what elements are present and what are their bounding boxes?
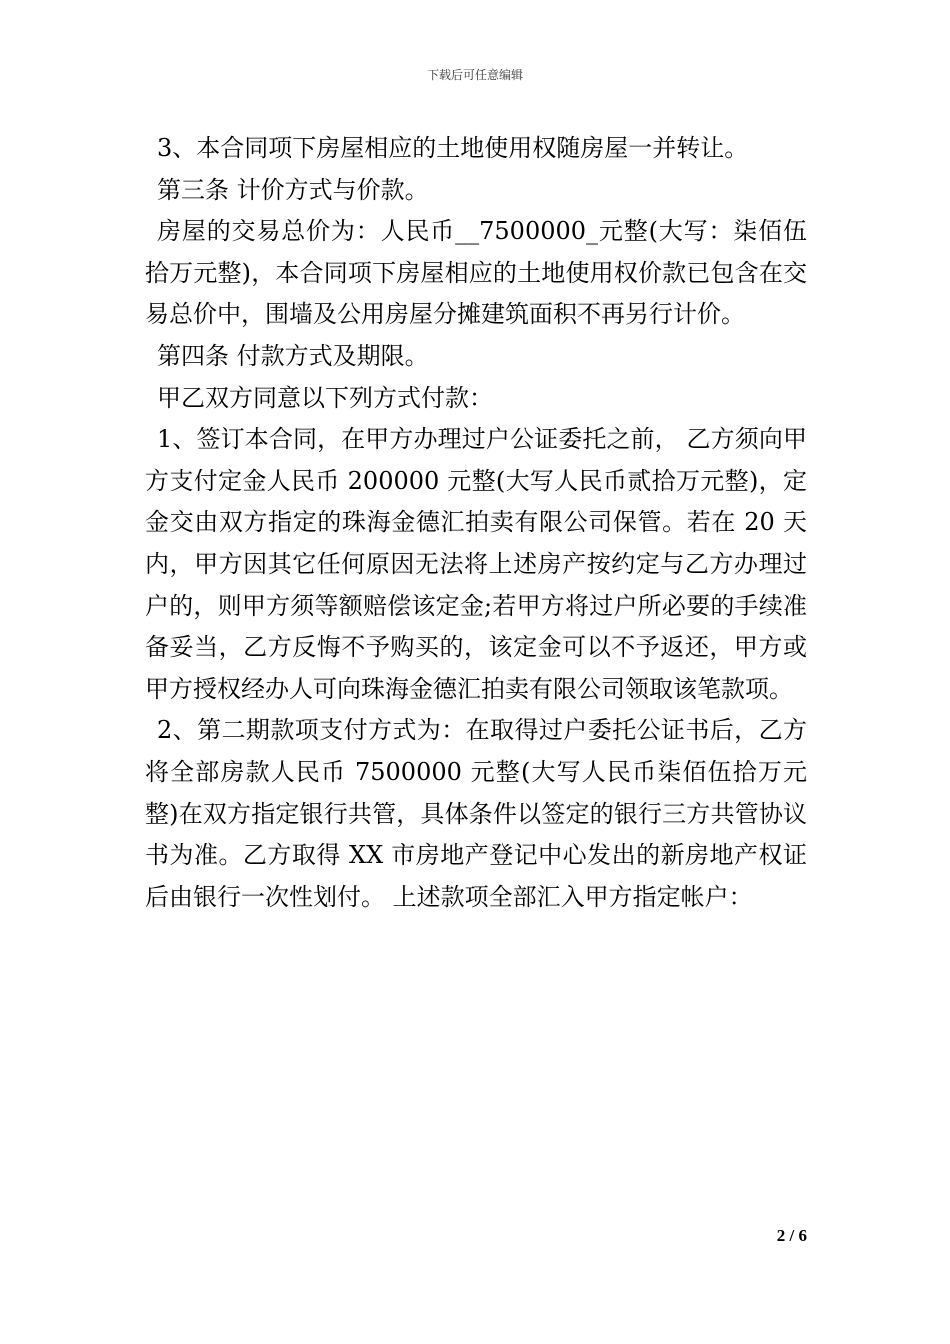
paragraph-deposit-terms: 1、签订本合同，在甲方办理过户公证委托之前， 乙方须向甲方支付定金人民币 200000 元整(大写人民币贰拾万元整)，定金交由双方指定的珠海金德汇拍卖有限公司保管。若在 20 天内，甲方因其它任何原因无法将上述房产按约定与乙方办理过户的，则甲方须等额赔偿该定金;若甲方将过户所必要的手续准备妥当，乙方反悔不予购买的，该定金可以不予返还，甲方或甲方授权经办人可向珠海金德汇拍卖有限公司领取该笔款项。: [145, 425, 807, 703]
paragraph-payment-intro: 甲乙双方同意以下列方式付款：: [157, 383, 493, 412]
document-body: [145, 128, 807, 918]
page-header-note: 下载后可任意编辑: [426, 68, 523, 82]
paragraph-second-payment: 2、第二期款项支付方式为：在取得过户委托公证书后，乙方将全部房款人民币 7500000 元整(大写人民币柒佰伍拾万元整)在双方指定银行共管，具体条件以签定的银行三方共管协议书为准。乙方取得 XX 市房地产登记中心发出的新房地产权证后由银行一次性划付。 上述款项全部汇入甲方指定帐户：: [145, 716, 807, 911]
paragraph-land-use-transfer: 3、本合同项下房屋相应的土地使用权随房屋一并转让。: [157, 134, 749, 162]
paragraph-total-price: 房屋的交易总价为：人民币__7500000_元整(大写：柒佰伍拾万元整)，本合同项下房屋相应的土地使用权价款已包含在交易总价中，围墙及公用房屋分摊建筑面积不再另行计价。: [145, 217, 807, 329]
paragraph-article-4-title: 第四条 付款方式及期限。: [157, 341, 429, 370]
page-number: 2 / 6: [776, 1226, 807, 1245]
paragraph-article-3-title: 第三条 计价方式与价款。: [157, 175, 429, 204]
